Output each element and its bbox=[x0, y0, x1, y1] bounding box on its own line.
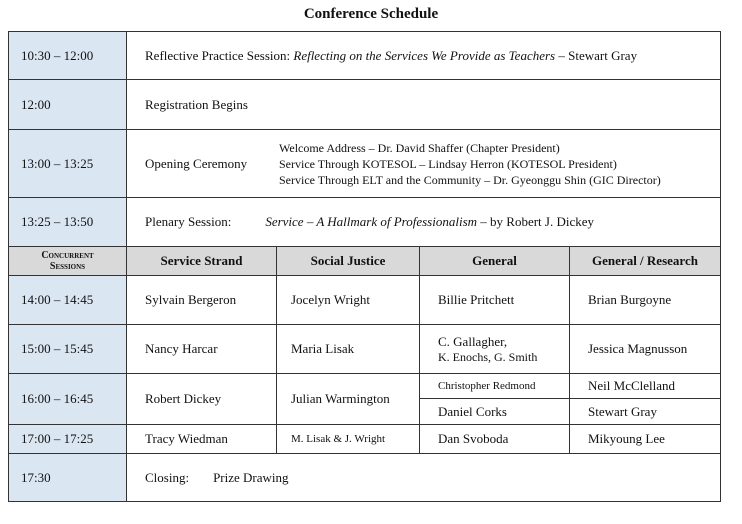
time-cell: 14:00 – 14:45 bbox=[9, 276, 127, 325]
time-cell: 17:00 – 17:25 bbox=[9, 425, 127, 454]
column-header: Social Justice bbox=[277, 247, 420, 276]
presenter-cell: Nancy Harcar bbox=[127, 325, 277, 374]
time-cell: 13:25 – 13:50 bbox=[9, 198, 127, 247]
presenter-cell: Brian Burgoyne bbox=[570, 276, 721, 325]
concurrent-sessions-header: Concurrent Sessions bbox=[9, 247, 127, 276]
presenter-line: Daniel Corks bbox=[420, 398, 569, 424]
presenter-cell: Julian Warmington bbox=[277, 374, 420, 425]
presenter-cell: M. Lisak & J. Wright bbox=[277, 425, 420, 454]
speaker-line: Service Through KOTESOL – Lindsay Herron (KOTESOL President) bbox=[279, 156, 617, 171]
speaker-list bbox=[279, 140, 661, 188]
session-label: Plenary Session: bbox=[145, 214, 232, 229]
presenter-cell bbox=[420, 374, 570, 425]
session-cell bbox=[127, 454, 721, 502]
presenter-cell bbox=[420, 325, 570, 374]
time-cell: 15:00 – 15:45 bbox=[9, 325, 127, 374]
table-row bbox=[9, 325, 721, 374]
presenter-cell: Maria Lisak bbox=[277, 325, 420, 374]
column-header: General bbox=[420, 247, 570, 276]
table-row bbox=[9, 198, 721, 247]
presenter-line: Christopher Redmond bbox=[438, 380, 536, 392]
column-header: Service Strand bbox=[127, 247, 277, 276]
table-row bbox=[9, 130, 721, 198]
session-text: Prize Drawing bbox=[213, 469, 289, 485]
table-row bbox=[9, 454, 721, 502]
session-prefix: Reflective Practice Session: bbox=[145, 47, 294, 63]
session-label: Opening Ceremony bbox=[145, 155, 248, 171]
session-cell: Registration Begins bbox=[127, 80, 721, 130]
presenter-line: C. Gallagher, bbox=[438, 333, 508, 349]
column-header-row bbox=[9, 247, 721, 276]
session-cell bbox=[127, 130, 721, 198]
table-row bbox=[9, 374, 721, 425]
speaker-line: Service Through ELT and the Community – Dr. Gyeonggu Shin (GIC Director) bbox=[279, 172, 661, 187]
session-speaker: – by Robert J. Dickey bbox=[477, 214, 595, 229]
table-row bbox=[9, 80, 721, 130]
table-row bbox=[9, 276, 721, 325]
page-title: Conference Schedule bbox=[303, 6, 439, 22]
session-cell bbox=[127, 198, 721, 247]
presenter-cell: Sylvain Bergeron bbox=[127, 276, 277, 325]
presenter-cell: Robert Dickey bbox=[127, 374, 277, 425]
presenter-cell: Billie Pritchett bbox=[420, 276, 570, 325]
session-speaker: – Stewart Gray bbox=[555, 47, 638, 63]
presenter-cell: Mikyoung Lee bbox=[570, 425, 721, 454]
presenter-cell: Dan Svoboda bbox=[420, 425, 570, 454]
presenter-cell: Jessica Magnusson bbox=[570, 325, 721, 374]
speaker-line: Welcome Address – Dr. David Shaffer (Chapter President) bbox=[279, 140, 560, 155]
time-cell: 13:00 – 13:25 bbox=[9, 130, 127, 198]
session-label: Closing: bbox=[145, 469, 190, 485]
time-cell: 16:00 – 16:45 bbox=[9, 374, 127, 425]
time-cell: 17:30 bbox=[9, 454, 127, 502]
presenter-cell: Jocelyn Wright bbox=[277, 276, 420, 325]
table-row bbox=[9, 425, 721, 454]
presenter-line: K. Enochs, G. Smith bbox=[438, 349, 538, 364]
schedule-table bbox=[8, 31, 721, 502]
time-cell: 10:30 – 12:00 bbox=[9, 32, 127, 80]
presenter-line: Neil McClelland bbox=[588, 378, 676, 393]
session-title: Reflecting on the Services We Provide as Teachers bbox=[293, 47, 556, 63]
presenter-line: Stewart Gray bbox=[570, 398, 720, 424]
session-cell bbox=[127, 32, 721, 80]
presenter-cell bbox=[570, 374, 721, 425]
presenter-cell: Tracy Wiedman bbox=[127, 425, 277, 454]
session-title: Service – A Hallmark of Professionalism bbox=[265, 214, 478, 229]
table-row bbox=[9, 32, 721, 80]
time-cell: 12:00 bbox=[9, 80, 127, 130]
column-header: General / Research bbox=[570, 247, 721, 276]
